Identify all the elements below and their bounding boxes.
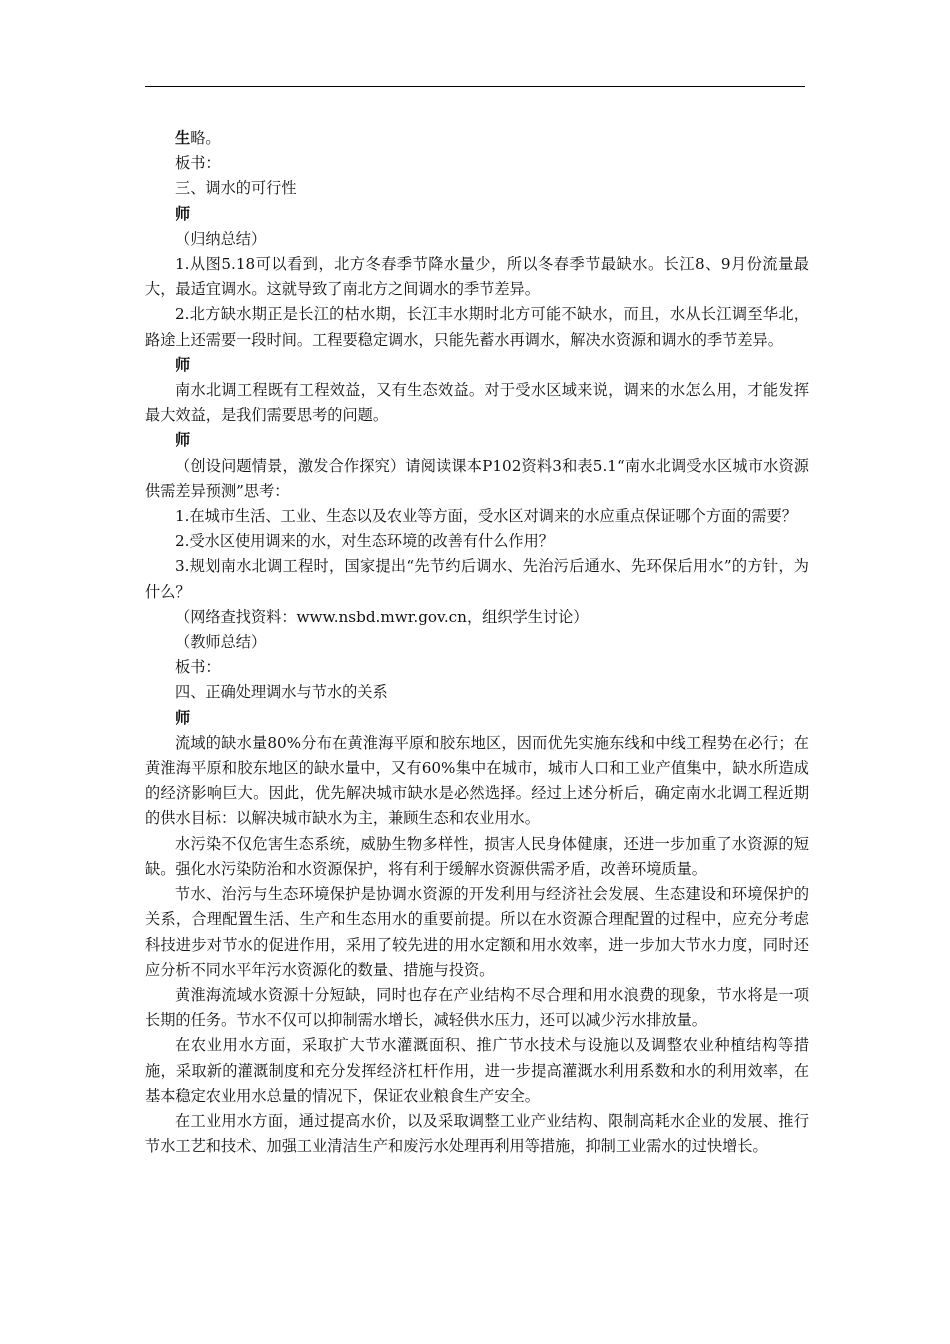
- header-rule: [145, 86, 805, 87]
- paragraph: （创设问题情景，激发合作探究）请阅读课本P102资料3和表5.1“南水北调受水区城市水资源供需差异预测”思考：: [145, 456, 809, 500]
- paragraph: 3.规划南水北调工程时，国家提出“先节约后调水、先治污后通水、先环保后用水”的方针，为什么？: [145, 557, 809, 601]
- paragraph: 1.从图5.18可以看到，北方冬春季节降水量少，所以冬春季节最缺水。长江8、9月份流量最大，最适宜调水。这就导致了南北方之间调水的季节差异。: [145, 255, 809, 299]
- paragraph: 水污染不仅危害生态系统，威胁生物多样性，损害人民身体健康，还进一步加重了水资源的短缺。强化水污染防治和水资源保护，将有利于缓解水资源供需矛盾，改善环境质量。: [145, 834, 809, 878]
- paragraph: 节水、治污与生态环境保护是协调水资源的开发利用与经济社会发展、生态建设和环境保护的关系，合理配置生活、生产和生态用水的重要前提。所以在水资源合理配置的过程中，应充分考虑科技进步对节水的促进作用，采用了较先进的用水定额和用水效率，进一步加大节水力度，同时还应分析不同水平年污水资源化的数量、措施与投资。: [145, 885, 809, 979]
- paragraph: 1.在城市生活、工业、生态以及农业等方面，受水区对调来的水应重点保证哪个方面的需要？: [175, 507, 797, 526]
- board-label: 板书：: [175, 658, 221, 677]
- speaker-label: 师: [175, 431, 191, 450]
- board-label: 板书：: [175, 154, 221, 173]
- paragraph: 2.北方缺水期正是长江的枯水期，长江丰水期时北方可能不缺水，而且，水从长江调至华北，路途上还需要一段时间。工程要稳定调水，只能先蓄水再调水，解决水资源和调水的季节差异。: [145, 305, 809, 349]
- paragraph: 2.受水区使用调来的水，对生态环境的改善有什么作用？: [175, 532, 554, 551]
- document-body: [145, 126, 809, 1159]
- paragraph: （教师总结）: [175, 633, 267, 652]
- paragraph: 南水北调工程既有工程效益，又有生态效益。对于受水区域来说，调来的水怎么用，才能发挥最大效益，是我们需要思考的问题。: [145, 381, 809, 425]
- paragraph: 流域的缺水量80%分布在黄淮海平原和胶东地区，因而优先实施东线和中线工程势在必行；在黄淮海平原和胶东地区的缺水量中，又有60%集中在城市，城市人口和工业产值集中，缺水所造成的经济影响巨大。因此，优先解决城市缺水是必然选择。经过上述分析后，确定南水北调工程近期的供水目标：以解决城市缺水为主，兼顾生态和农业用水。: [145, 733, 809, 828]
- paragraph: （网络查找资料：www.nsbd.mwr.gov.cn，组织学生讨论）: [175, 607, 589, 626]
- section-heading: 四、正确处理调水与节水的关系: [175, 683, 388, 702]
- speaker-label: 生: [175, 129, 191, 147]
- speaker-label: 师: [175, 355, 191, 374]
- speaker-label: 师: [175, 204, 191, 223]
- speaker-label: 师: [175, 708, 191, 727]
- paragraph: 在工业用水方面，通过提高水价，以及采取调整工业产业结构、限制高耗水企业的发展、推行节水工艺和技术、加强工业清洁生产和废污水处理再利用等措施，抑制工业需水的过快增长。: [145, 1111, 809, 1156]
- section-heading: 三、调水的可行性: [175, 179, 297, 198]
- paragraph: 生略。: [175, 129, 221, 147]
- paragraph: 在农业用水方面，采取扩大节水灌溉面积、推广节水技术与设施以及调整农业种植结构等措施，采取新的灌溉制度和充分发挥经济杠杆作用，进一步提高灌溉水利用系数和水的利用效率，在基本稳定农业用水总量的情况下，保证农业粮食生产安全。: [145, 1036, 809, 1105]
- paragraph: （归纳总结）: [175, 229, 267, 248]
- paragraph: 黄淮海流域水资源十分短缺，同时也存在产业结构不尽合理和用水浪费的现象，节水将是一项长期的任务。节水不仅可以抑制需水增长，减轻供水压力，还可以减少污水排放量。: [145, 985, 809, 1030]
